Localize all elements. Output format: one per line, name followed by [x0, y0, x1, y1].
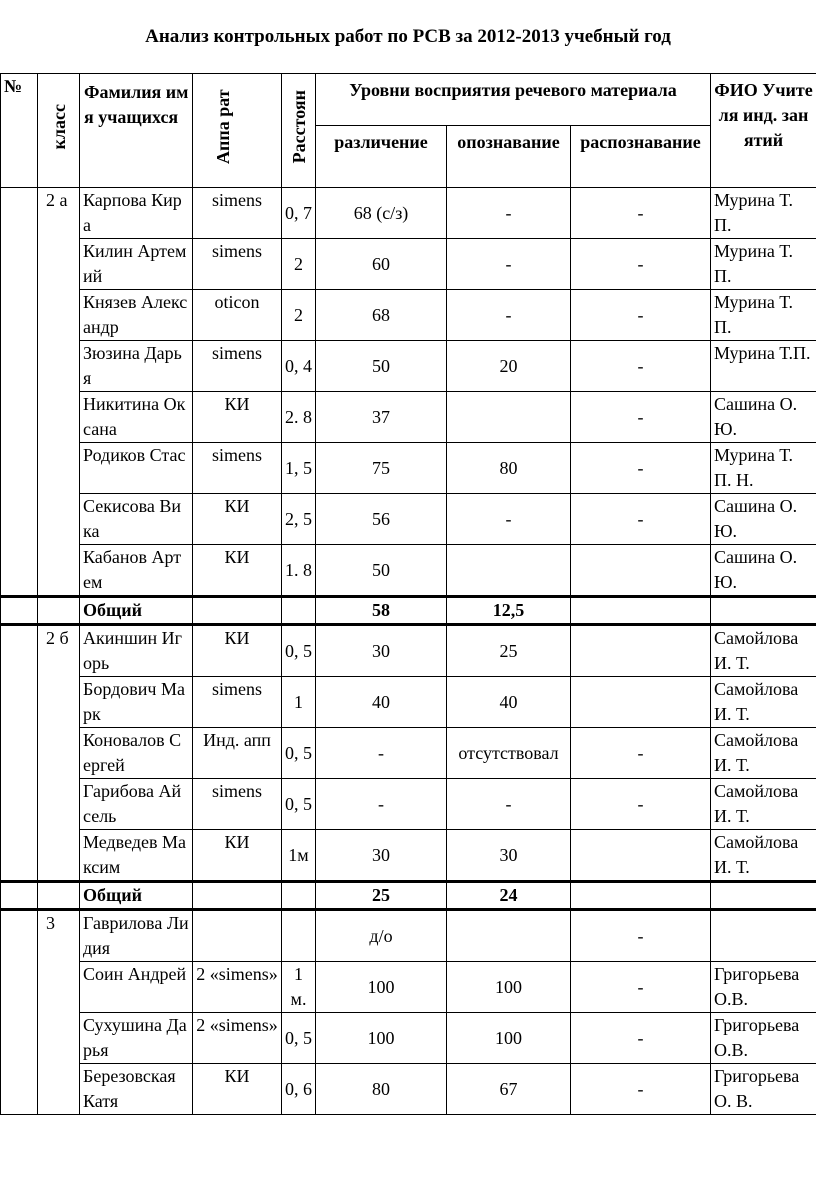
recognition-cell	[571, 830, 711, 882]
teacher-cell: Сашина О.Ю.	[711, 545, 816, 597]
recognition-cell	[571, 545, 711, 597]
teacher-cell: Григорьева О.В.	[711, 1013, 816, 1064]
total-row	[1, 882, 816, 910]
table-row	[1, 494, 816, 545]
teacher-cell: Мурина Т. П. Н.	[711, 443, 816, 494]
distance-cell: 1	[282, 677, 316, 728]
total-apparatus-cell	[193, 597, 282, 625]
teacher-cell: Самойлова И. Т.	[711, 625, 816, 677]
discrimination-cell: 80	[316, 1064, 447, 1115]
recognition-cell: -	[571, 728, 711, 779]
total-distance-cell	[282, 597, 316, 625]
total-recognition-cell	[571, 597, 711, 625]
identification-cell	[447, 545, 571, 597]
distance-cell: 0, 7	[282, 188, 316, 239]
recognition-cell: -	[571, 962, 711, 1013]
header-identification: опознавание	[447, 126, 571, 188]
apparatus-cell: КИ	[193, 625, 282, 677]
total-number-cell	[1, 882, 38, 910]
recognition-cell	[571, 625, 711, 677]
discrimination-cell: -	[316, 728, 447, 779]
apparatus-cell: simens	[193, 779, 282, 830]
discrimination-cell: 50	[316, 341, 447, 392]
teacher-cell	[711, 910, 816, 962]
apparatus-cell	[193, 910, 282, 962]
student-name-cell: Медведев Максим	[80, 830, 193, 882]
number-cell	[1, 188, 38, 597]
discrimination-cell: 68 (с/з)	[316, 188, 447, 239]
student-name-cell: Гаврилова Лидия	[80, 910, 193, 962]
recognition-cell: -	[571, 392, 711, 443]
identification-cell: отсутствовал	[447, 728, 571, 779]
recognition-cell: -	[571, 341, 711, 392]
student-name-cell: Князев Александр	[80, 290, 193, 341]
apparatus-cell: КИ	[193, 545, 282, 597]
table-row	[1, 910, 816, 962]
distance-cell: 0, 5	[282, 779, 316, 830]
recognition-cell	[571, 677, 711, 728]
table-row	[1, 545, 816, 597]
discrimination-cell: -	[316, 779, 447, 830]
distance-cell: 2	[282, 290, 316, 341]
class-cell: 2 б	[38, 625, 80, 882]
class-cell: 2 а	[38, 188, 80, 597]
apparatus-cell: simens	[193, 239, 282, 290]
total-teacher-cell	[711, 597, 816, 625]
recognition-cell: -	[571, 1064, 711, 1115]
distance-cell: 2, 5	[282, 494, 316, 545]
distance-cell: 0, 5	[282, 625, 316, 677]
recognition-cell: -	[571, 239, 711, 290]
discrimination-cell: д/о	[316, 910, 447, 962]
class-cell: 3	[38, 910, 80, 1115]
table-row	[1, 779, 816, 830]
header-number: №	[1, 74, 38, 188]
student-name-cell: Березовская Катя	[80, 1064, 193, 1115]
header-recognition: распознавание	[571, 126, 711, 188]
distance-cell: 0, 4	[282, 341, 316, 392]
student-name-cell: Гарибова Айсель	[80, 779, 193, 830]
total-identification: 24	[447, 882, 571, 910]
discrimination-cell: 100	[316, 1013, 447, 1064]
identification-cell: 100	[447, 962, 571, 1013]
total-discrimination: 25	[316, 882, 447, 910]
apparatus-cell: simens	[193, 188, 282, 239]
discrimination-cell: 56	[316, 494, 447, 545]
total-label: Общий	[80, 597, 193, 625]
identification-cell: 40	[447, 677, 571, 728]
teacher-cell: Мурина Т. П.	[711, 290, 816, 341]
recognition-cell: -	[571, 188, 711, 239]
identification-cell: 25	[447, 625, 571, 677]
student-name-cell: Сухушина Дарья	[80, 1013, 193, 1064]
total-discrimination: 58	[316, 597, 447, 625]
student-name-cell: Карпова Кира	[80, 188, 193, 239]
identification-cell: 80	[447, 443, 571, 494]
discrimination-cell: 60	[316, 239, 447, 290]
identification-cell	[447, 392, 571, 443]
student-name-cell: Килин Артемий	[80, 239, 193, 290]
distance-cell: 2. 8	[282, 392, 316, 443]
teacher-cell: Сашина О. Ю.	[711, 392, 816, 443]
discrimination-cell: 50	[316, 545, 447, 597]
table-row	[1, 962, 816, 1013]
number-cell	[1, 910, 38, 1115]
header-distance: Расстоян	[282, 74, 316, 188]
total-class-cell	[38, 597, 80, 625]
header-class: класс	[38, 74, 80, 188]
table-row	[1, 830, 816, 882]
apparatus-cell: oticon	[193, 290, 282, 341]
apparatus-cell: simens	[193, 341, 282, 392]
total-number-cell	[1, 597, 38, 625]
table-row	[1, 290, 816, 341]
apparatus-cell: КИ	[193, 494, 282, 545]
identification-cell: 20	[447, 341, 571, 392]
distance-cell: 0, 5	[282, 728, 316, 779]
teacher-cell: Самойлова И. Т.	[711, 779, 816, 830]
total-class-cell	[38, 882, 80, 910]
teacher-cell: Самойлова И. Т.	[711, 728, 816, 779]
identification-cell: 67	[447, 1064, 571, 1115]
identification-cell: -	[447, 290, 571, 341]
student-name-cell: Бордович Марк	[80, 677, 193, 728]
recognition-cell: -	[571, 494, 711, 545]
recognition-cell: -	[571, 290, 711, 341]
student-name-cell: Акиншин Игорь	[80, 625, 193, 677]
total-row	[1, 597, 816, 625]
identification-cell	[447, 910, 571, 962]
distance-cell: 1, 5	[282, 443, 316, 494]
teacher-cell: Мурина Т. П.	[711, 188, 816, 239]
header-levels: Уровни восприятия речевого материала	[316, 74, 711, 126]
table-row	[1, 341, 816, 392]
distance-cell: 1. 8	[282, 545, 316, 597]
table-row	[1, 443, 816, 494]
table-row	[1, 239, 816, 290]
student-name-cell: Коновалов Сергей	[80, 728, 193, 779]
teacher-cell: Сашина О.Ю.	[711, 494, 816, 545]
total-label: Общий	[80, 882, 193, 910]
identification-cell: 100	[447, 1013, 571, 1064]
header-student-name: Фамилия имя учащихся	[80, 74, 193, 188]
distance-cell: 0, 6	[282, 1064, 316, 1115]
discrimination-cell: 75	[316, 443, 447, 494]
recognition-cell: -	[571, 779, 711, 830]
student-name-cell: Зюзина Дарья	[80, 341, 193, 392]
apparatus-cell: simens	[193, 677, 282, 728]
discrimination-cell: 40	[316, 677, 447, 728]
total-distance-cell	[282, 882, 316, 910]
identification-cell: -	[447, 779, 571, 830]
discrimination-cell: 68	[316, 290, 447, 341]
discrimination-cell: 37	[316, 392, 447, 443]
table-row	[1, 728, 816, 779]
total-identification: 12,5	[447, 597, 571, 625]
distance-cell	[282, 910, 316, 962]
table-row	[1, 677, 816, 728]
teacher-cell: Мурина Т. П.	[711, 239, 816, 290]
student-name-cell: Секисова Вика	[80, 494, 193, 545]
recognition-cell: -	[571, 443, 711, 494]
student-name-cell: Соин Андрей	[80, 962, 193, 1013]
table-row	[1, 188, 816, 239]
discrimination-cell: 100	[316, 962, 447, 1013]
student-name-cell: Никитина Оксана	[80, 392, 193, 443]
apparatus-cell: КИ	[193, 1064, 282, 1115]
distance-cell: 1 м.	[282, 962, 316, 1013]
student-name-cell: Родиков Стас	[80, 443, 193, 494]
recognition-cell: -	[571, 1013, 711, 1064]
apparatus-cell: КИ	[193, 830, 282, 882]
table-row	[1, 625, 816, 677]
total-apparatus-cell	[193, 882, 282, 910]
identification-cell: -	[447, 239, 571, 290]
number-cell	[1, 625, 38, 882]
identification-cell: -	[447, 188, 571, 239]
apparatus-cell: 2 «simens»	[193, 1013, 282, 1064]
teacher-cell: Григорьева О. В.	[711, 1064, 816, 1115]
teacher-cell: Мурина Т.П.	[711, 341, 816, 392]
document-title: Анализ контрольных работ по РСВ за 2012-2013 учебный год	[145, 26, 671, 47]
identification-cell: -	[447, 494, 571, 545]
teacher-cell: Самойлова И. Т.	[711, 830, 816, 882]
table-row	[1, 392, 816, 443]
apparatus-cell: 2 «simens»	[193, 962, 282, 1013]
apparatus-cell: КИ	[193, 392, 282, 443]
results-table	[0, 73, 816, 1115]
teacher-cell: Самойлова И. Т.	[711, 677, 816, 728]
teacher-cell: Григорьева О.В.	[711, 962, 816, 1013]
header-discrimination: различение	[316, 126, 447, 188]
identification-cell: 30	[447, 830, 571, 882]
distance-cell: 2	[282, 239, 316, 290]
student-name-cell: Кабанов Артем	[80, 545, 193, 597]
table-row	[1, 1013, 816, 1064]
apparatus-cell: simens	[193, 443, 282, 494]
total-recognition-cell	[571, 882, 711, 910]
table-row	[1, 1064, 816, 1115]
distance-cell: 1м	[282, 830, 316, 882]
discrimination-cell: 30	[316, 830, 447, 882]
header-apparatus: Аппа рат	[193, 74, 282, 188]
distance-cell: 0, 5	[282, 1013, 316, 1064]
total-teacher-cell	[711, 882, 816, 910]
discrimination-cell: 30	[316, 625, 447, 677]
apparatus-cell: Инд. апп	[193, 728, 282, 779]
recognition-cell: -	[571, 910, 711, 962]
header-teacher: ФИО Учителя инд. занятий	[711, 74, 816, 188]
